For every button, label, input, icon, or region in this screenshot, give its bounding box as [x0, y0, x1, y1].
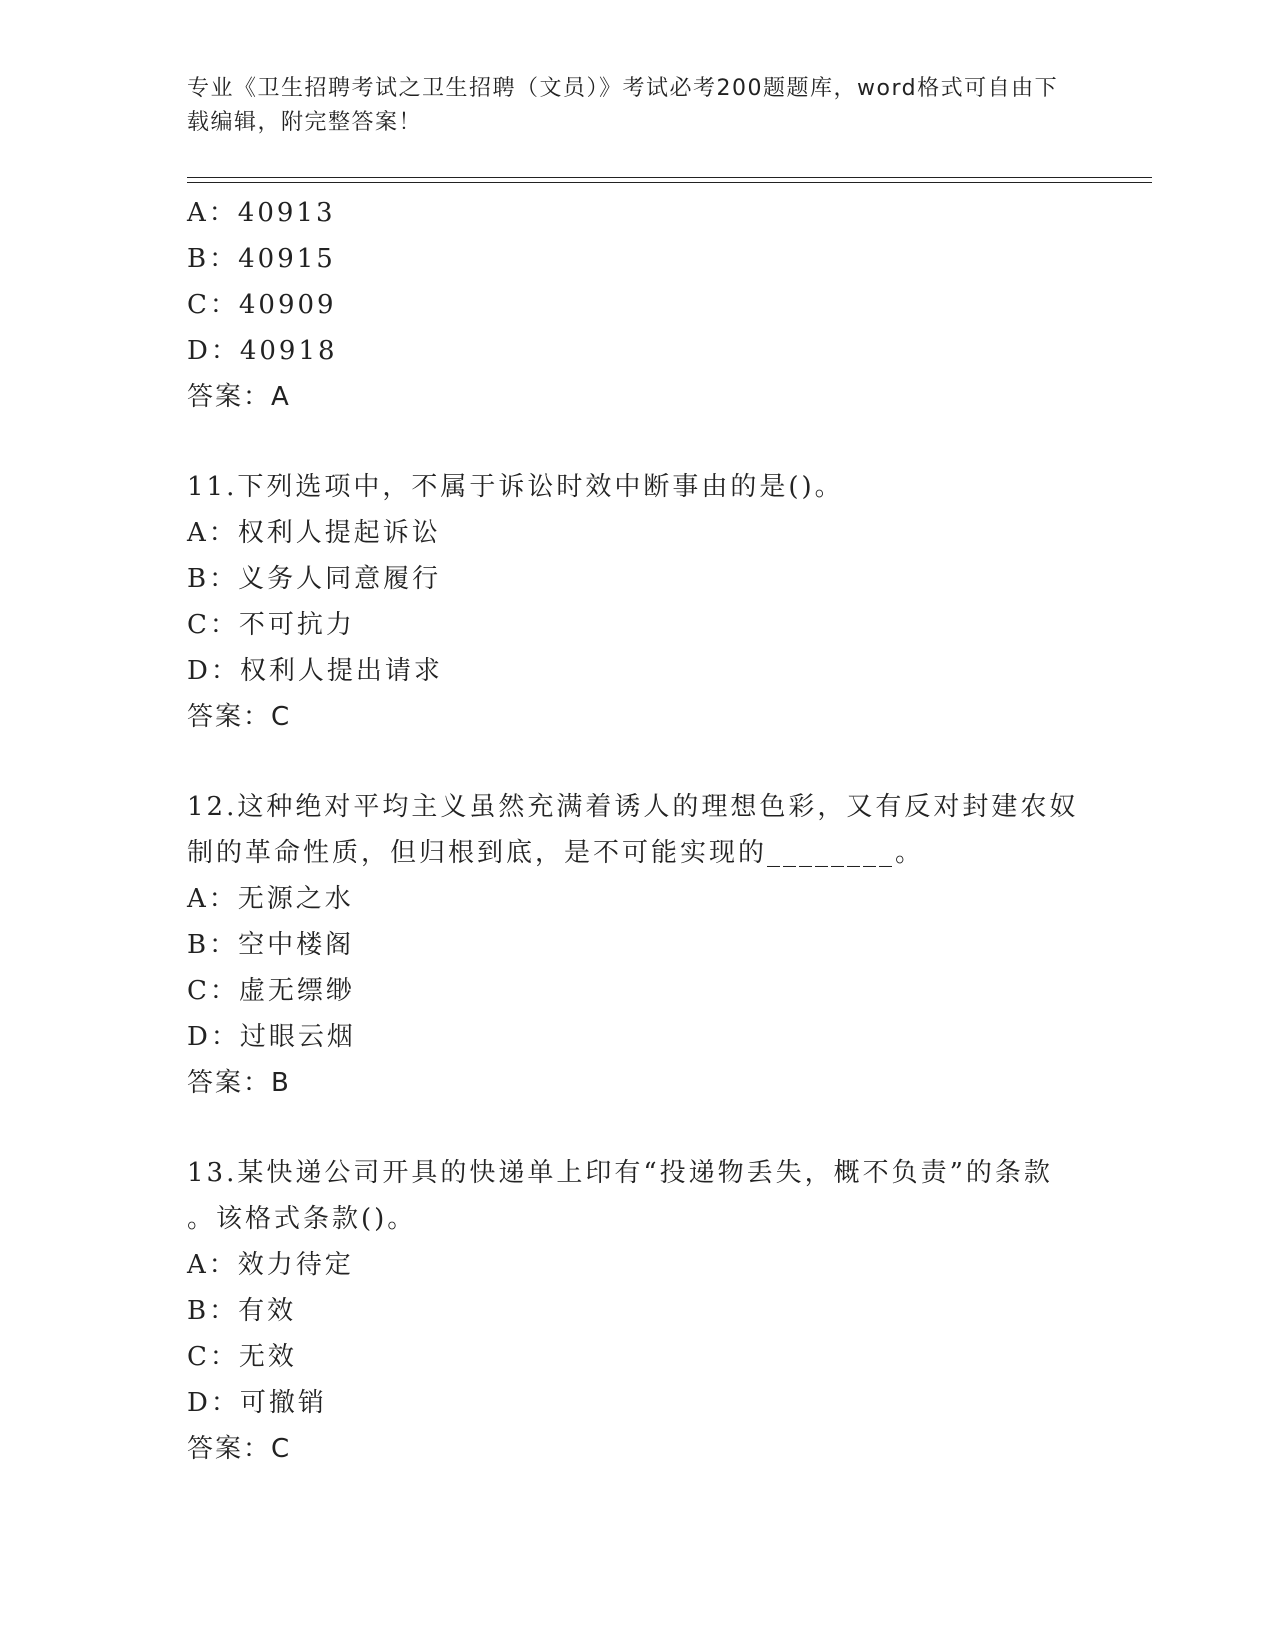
question-content — [187, 190, 1087, 1472]
question-text: 11.下列选项中，不属于诉讼时效中断事由的是()。 — [187, 472, 844, 502]
header-divider-bottom — [187, 182, 1152, 183]
option-c: C：不可抗力 — [187, 610, 355, 640]
option-b: B：义务人同意履行 — [187, 564, 442, 594]
option-d: D：可撤销 — [187, 1388, 327, 1418]
option-a: A：权利人提起诉讼 — [187, 518, 441, 548]
option-c: C：虚无缥缈 — [187, 976, 355, 1006]
question-block-11 — [187, 464, 1087, 740]
answer-line: 答案：B — [187, 1068, 291, 1098]
option-a: A：效力待定 — [187, 1250, 354, 1280]
question-text-line-1: 13.某快递公司开具的快递单上印有“投递物丢失，概不负责”的条款 — [187, 1158, 1053, 1188]
option-a: A：40913 — [187, 198, 336, 228]
option-d: D：40918 — [187, 336, 338, 366]
option-c: C：40909 — [187, 290, 337, 320]
option-d: D：过眼云烟 — [187, 1022, 356, 1052]
option-d: D：权利人提出请求 — [187, 656, 443, 686]
option-a: A：无源之水 — [187, 884, 354, 914]
question-text-line-1: 12.这种绝对平均主义虽然充满着诱人的理想色彩，又有反对封建农奴 — [187, 792, 1079, 822]
question-block-continued — [187, 190, 1087, 420]
answer-line: 答案：C — [187, 702, 292, 732]
answer-line: 答案：A — [187, 382, 291, 412]
answer-line: 答案：C — [187, 1434, 292, 1464]
option-b: B：40915 — [187, 244, 336, 274]
question-text-line-2: 制的革命性质，但归根到底，是不可能实现的________。 — [187, 838, 925, 868]
document-header: 专业《卫生招聘考试之卫生招聘（文员）》考试必考200题题库，word格式可自由下载编辑，附完整答案！ — [187, 76, 1059, 135]
question-block-13 — [187, 1150, 1087, 1472]
option-b: B：空中楼阁 — [187, 930, 355, 960]
header-divider-top — [187, 177, 1152, 178]
option-c: C：无效 — [187, 1342, 297, 1372]
question-text-line-2: 。该格式条款()。 — [187, 1204, 417, 1234]
option-b: B：有效 — [187, 1296, 297, 1326]
question-block-12 — [187, 784, 1087, 1106]
